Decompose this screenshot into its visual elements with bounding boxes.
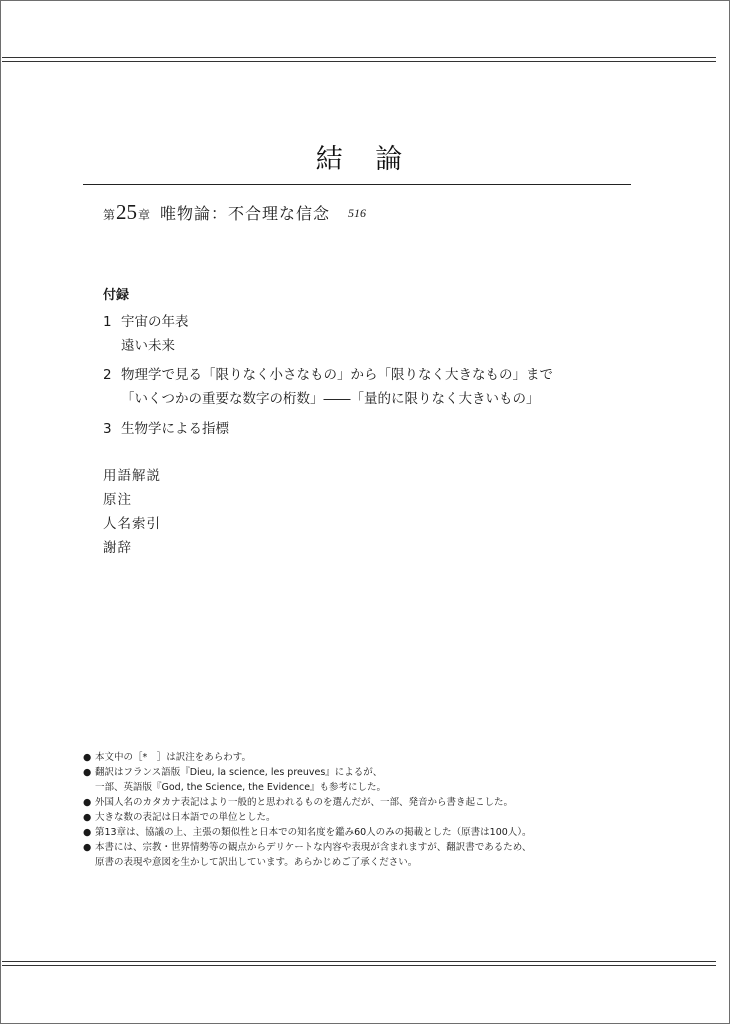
bullet-icon: ●	[83, 812, 92, 823]
appendix-number: 2	[103, 367, 112, 383]
note-text-continued: 一部、英語版『God, the Science, the Evidence』も参考にした。	[95, 782, 387, 793]
note-text: 第13章は、協議の上、主張の類似性と日本での知名度を鑑み60人のみの掲載とした（原書は100人）。	[95, 827, 532, 838]
note-text: 翻訳はフランス語版『Dieu, la science, les preuves』によるが、	[95, 767, 383, 778]
appendix-number: 3	[103, 421, 112, 437]
bullet-icon: ●	[83, 767, 92, 778]
note-item	[83, 765, 703, 795]
chapter-title: 唯物論：不合理な信念	[160, 204, 331, 223]
bottom-double-rule	[2, 961, 716, 966]
bullet-icon: ●	[83, 827, 92, 838]
note-text: 本書には、宗教・世界情勢等の観点からデリケートな内容や表現が含まれますが、翻訳書であるため、	[95, 842, 532, 853]
back-matter-glossary[interactable]: 用語解説	[103, 468, 161, 484]
editorial-notes	[83, 750, 703, 870]
note-item	[83, 795, 703, 810]
top-double-rule	[2, 57, 716, 62]
note-item	[83, 840, 703, 870]
bullet-icon: ●	[83, 842, 92, 853]
note-item	[83, 810, 703, 825]
back-matter-acknowledgments[interactable]: 謝辞	[103, 540, 132, 556]
chapter-prefix: 第	[103, 208, 116, 222]
note-text: 本文中の［* ］は訳注をあらわす。	[95, 752, 251, 763]
appendix-subtitle: 「いくつかの重要な数字の桁数」――「量的に限りなく大きいもの」	[121, 391, 540, 407]
appendix-heading: 付録	[103, 288, 130, 303]
bullet-icon: ●	[83, 797, 92, 808]
note-text-continued: 原書の表現や意図を生かして訳出しています。あらかじめご了承ください。	[95, 857, 418, 868]
chapter-entry[interactable]	[103, 200, 366, 225]
note-item	[83, 750, 703, 765]
appendix-item[interactable]	[103, 363, 553, 383]
chapter-number: 25	[116, 200, 138, 224]
title-underline	[83, 184, 631, 185]
appendix-number: 1	[103, 314, 112, 330]
appendix-item[interactable]	[103, 417, 229, 437]
back-matter-notes[interactable]: 原注	[103, 492, 132, 508]
chapter-page-number: 516	[348, 206, 367, 220]
note-text: 外国人名のカタカナ表記はより一般的と思われるものを選んだが、一部、発音から書き起こした。	[95, 797, 514, 808]
note-text: 大きな数の表記は日本語での単位とした。	[95, 812, 276, 823]
appendix-subtitle: 遠い未来	[121, 338, 175, 354]
appendix-item[interactable]	[103, 310, 189, 330]
appendix-title: 生物学による指標	[121, 421, 229, 437]
back-matter-index[interactable]: 人名索引	[103, 516, 161, 532]
appendix-title: 宇宙の年表	[121, 314, 189, 330]
note-item	[83, 825, 703, 840]
bullet-icon: ●	[83, 752, 92, 763]
section-title: 結 論	[315, 144, 415, 175]
chapter-suffix: 章	[138, 208, 151, 222]
appendix-title: 物理学で見る「限りなく小さなもの」から「限りなく大きなもの」まで	[121, 367, 553, 383]
